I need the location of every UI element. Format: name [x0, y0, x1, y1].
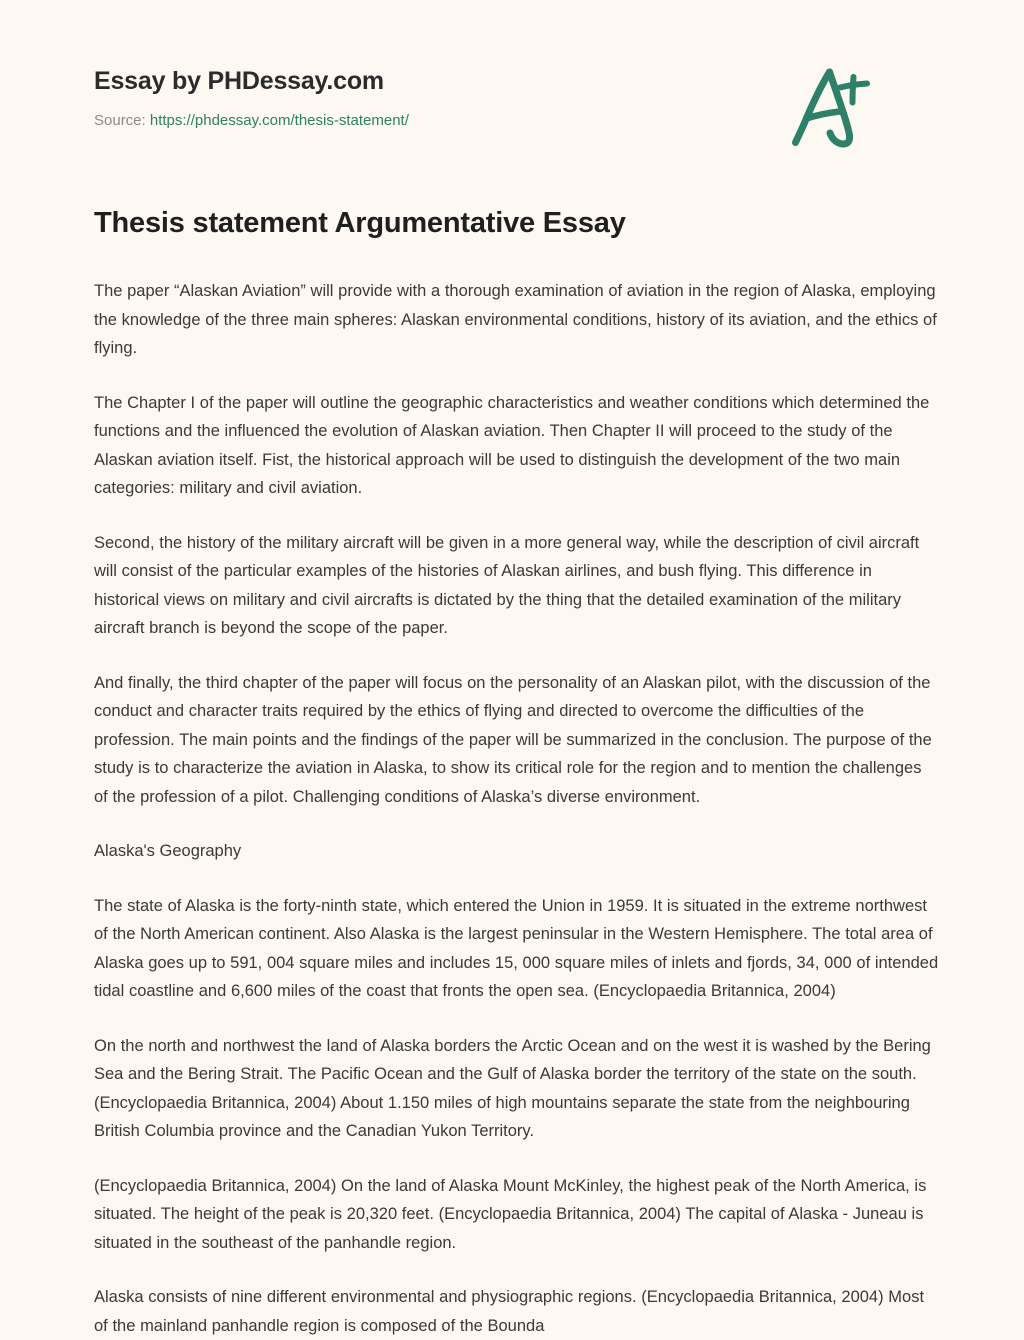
paragraph-borders: On the north and northwest the land of Alaska borders the Arctic Ocean and on the west it is washed by the Bering Sea and the Bering Strait. The Pacific Ocean and the Gulf of Alaska border the territory of the state on the south. (Encyclopaedia Britannica, 2004) About 1.150 miles of high mountains separate the state from the neighbouring British Columbia province and the Canadian Yukon Territory. [94, 1036, 931, 1141]
page-title: Thesis statement Argumentative Essay [94, 207, 626, 239]
source-line [94, 111, 409, 131]
paragraph-intro: The paper “Alaskan Aviation” will provide with a thorough examination of aviation in the region of Alaska, employing the knowledge of the three main spheres: Alaskan environmental conditions, history of its aviation, and the ethics of flying. [94, 282, 937, 358]
a-plus-logo-icon [782, 62, 878, 148]
header-left-group [94, 66, 409, 131]
brand-title: Essay by PHDessay.com [94, 67, 384, 95]
source-url-link[interactable]: https://phdessay.com/thesis-statement/ [149, 112, 409, 129]
paragraph-mckinley-juneau: (Encyclopaedia Britannica, 2004) On the land of Alaska Mount McKinley, the highest peak of the North America, is situated. The height of the peak is 20,320 feet. (Encyclopaedia Britannica, 2004) The capital of Alaska - Juneau is situated in the southeast of the panhandle region. [94, 1176, 927, 1252]
section-heading-geography: Alaska's Geography [94, 842, 242, 861]
source-label: Source: [94, 112, 146, 129]
article-body [94, 205, 939, 1340]
paragraph-statehood-area: The state of Alaska is the forty-ninth state, which entered the Union in 1959. It is situated in the extreme northwest of the North American continent. Also Alaska is the largest peninsular in the Western Hemisphere. The total area of Alaska goes up to 591, 004 square miles and includes 15, 000 square miles of inlets and fjords, 34, 000 of intended tidal coastline and 6,600 miles of the coast that fronts the open sea. (Encyclopaedia Britannica, 2004) [94, 896, 939, 1001]
paragraph-military-civil: Second, the history of the military aircraft will be given in a more general way, while the description of civil aircraft will consist of the particular examples of the histories of Alaskan airlines, and bush flying. This difference in historical views on military and civil aircrafts is dictated by the thing that the detailed examination of the military aircraft branch is beyond the scope of the paper. [94, 533, 920, 638]
paragraph-regions-truncated: Alaska consists of nine different environmental and physiographic regions. (Encyclopaedia Britannica, 2004) Most of the mainland panhandle region is composed of the Bounda [94, 1288, 925, 1335]
paragraph-chapter-one: The Chapter I of the paper will outline the geographic characteristics and weather conditions which determined the functions and the influenced the evolution of Alaskan aviation. Then Chapter II will proceed to the study of the Alaskan aviation itself. Fist, the historical approach will be used to distinguish the development of the two main categories: military and civil aviation. [94, 393, 930, 498]
page-header [0, 0, 1024, 148]
paragraph-chapter-three: And finally, the third chapter of the paper will focus on the personality of an Alaskan pilot, with the discussion of the conduct and character traits required by the ethics of flying and directed to overcome the difficulties of the profession. The main points and the findings of the paper will be summarized in the conclusion. The purpose of the study is to characterize the aviation in Alaska, to show its critical role for the region and to mention the challenges of the profession of a pilot. Challenging conditions of Alaska’s diverse environment. [94, 673, 932, 806]
